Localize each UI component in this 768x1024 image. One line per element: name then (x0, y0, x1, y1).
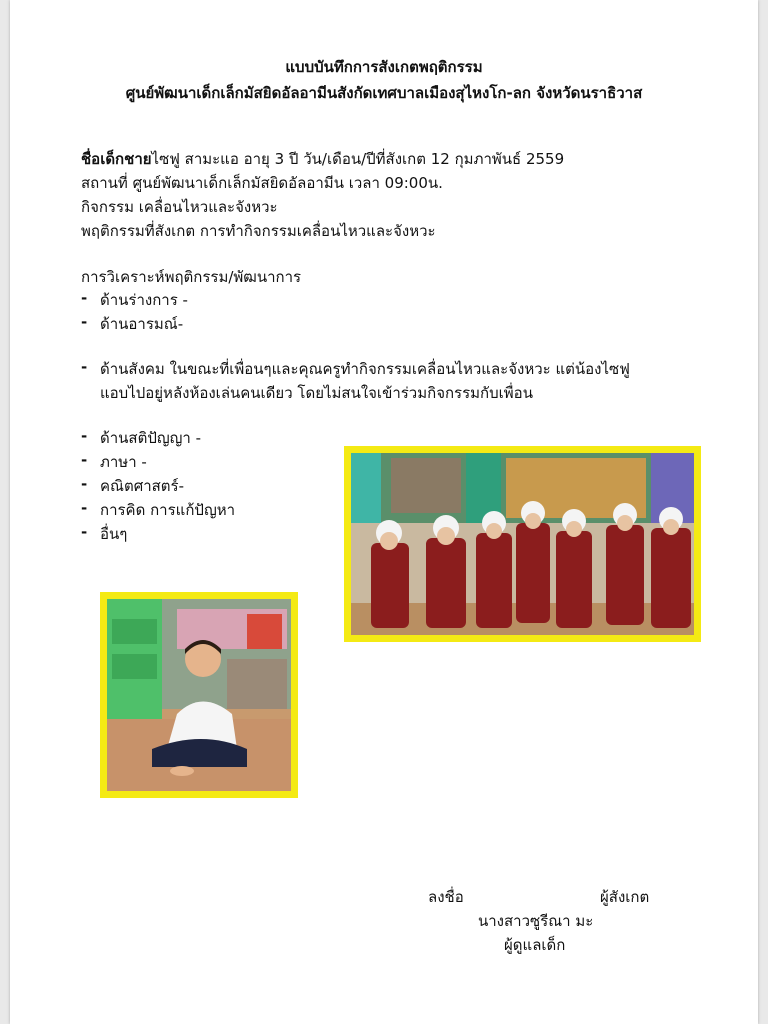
group-activity-photo (344, 446, 701, 642)
bullet-dash: - (81, 523, 88, 541)
observer-role: ผู้ดูแลเด็ก (504, 936, 566, 954)
physical-item: ด้านร่างการ - (100, 291, 188, 309)
page-title: แบบบันทึกการสังเกตพฤติกรรม (285, 58, 483, 76)
classroom-group-image (351, 453, 694, 635)
others-item: อื่นๆ (100, 525, 128, 543)
behavior-line: พฤติกรรมที่สังเกต การทำกิจกรรมเคลื่อนไหวและจังหวะ (81, 222, 436, 240)
intellect-item: ด้านสติปัญญา - (100, 429, 202, 447)
analysis-heading: การวิเคราะห์พฤติกรรม/พัฒนาการ (81, 268, 302, 286)
social-item-line1: ด้านสังคม ในขณะที่เพื่อนๆและคุณครูทำกิจกรรมเคลื่อนไหวและจังหวะ แต่น้องไซฟู (100, 360, 630, 378)
math-item: คณิตศาสตร์- (100, 477, 185, 495)
thinking-item: การคิด การแก้ปัญหา (100, 501, 236, 519)
bullet-dash: - (81, 499, 88, 517)
sign-label: ลงชื่อ (428, 888, 464, 906)
child-photo (100, 592, 298, 798)
social-item-line2: แอบไปอยู่หลังห้องเล่นคนเดียว โดยไม่สนใจเข้าร่วมกิจกรรมกับเพื่อน (100, 384, 533, 402)
observer-name: นางสาวซูรีณา มะ (478, 912, 594, 930)
bullet-dash: - (81, 289, 88, 307)
child-label: ชื่อเด็กชาย (81, 150, 152, 168)
bullet-dash: - (81, 475, 88, 493)
child-sitting-image (107, 599, 291, 791)
bullet-dash: - (81, 313, 88, 331)
child-info-line (81, 148, 564, 170)
emotional-item: ด้านอารมณ์- (100, 315, 184, 333)
document-page (10, 0, 758, 1024)
bullet-dash: - (81, 427, 88, 445)
place-line: สถานที่ ศูนย์พัฒนาเด็กเล็กมัสยิดอัลอามีน เวลา 09:00น. (81, 174, 443, 192)
bullet-dash: - (81, 451, 88, 469)
child-details: ไซฟู สามะแอ อายุ 3 ปี วัน/เดือน/ปีที่สังเกต 12 กุมภาพันธ์ 2559 (151, 150, 565, 168)
page-subtitle: ศูนย์พัฒนาเด็กเล็กมัสยิดอัลอามีนสังกัดเทศบาลเมืองสุไหงโก-ลก จังหวัดนราธิวาส (125, 84, 643, 102)
bullet-dash: - (81, 358, 88, 376)
language-item: ภาษา - (100, 453, 147, 471)
observer-label: ผู้สังเกต (600, 888, 650, 906)
activity-line: กิจกรรม เคลื่อนไหวและจังหวะ (81, 198, 278, 216)
